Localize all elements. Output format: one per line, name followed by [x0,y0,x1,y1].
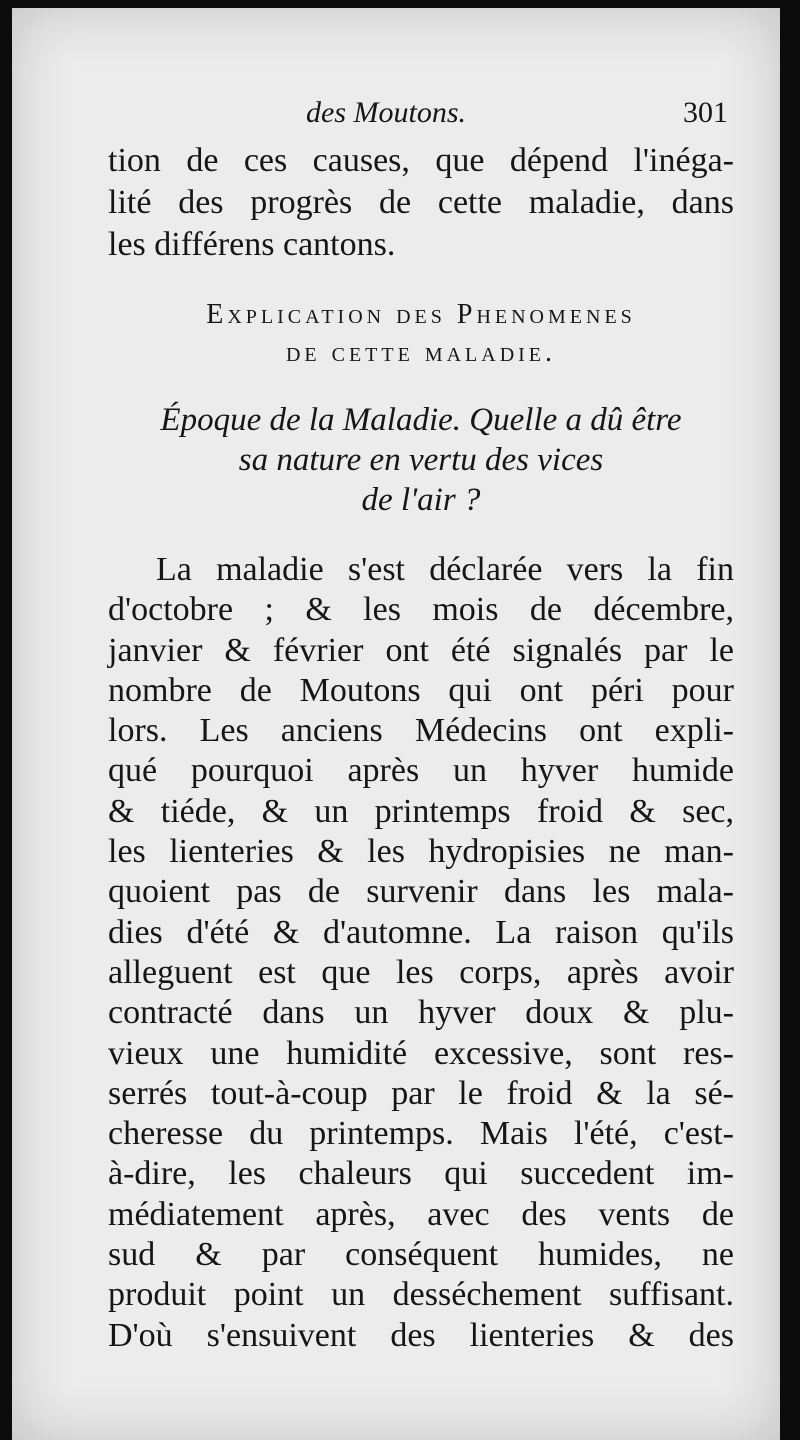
heading-line: de cette maladie. [285,337,557,368]
text-line: serrés tout-à-coup par le froid & la sé- [108,1074,734,1112]
book-page [12,8,780,1440]
page-text [108,96,734,1356]
opening-paragraph [108,140,734,266]
text-line: contracté dans un hyver doux & plu- [108,994,734,1032]
page-number: 301 [683,96,728,129]
text-line: médiatement après, avec des vents de [108,1195,734,1233]
text-line: alleguent est que les corps, après avoir [108,953,734,991]
text-line: produit point un desséchement suffisant. [108,1276,734,1314]
text-line: lors. Les anciens Médecins ont expli- [108,712,734,750]
text-line: dies d'été & d'automne. La raison qu'ils [108,913,734,951]
text-line: & tiéde, & un printemps froid & sec, [108,792,734,830]
text-line: les lienteries & les hydropisies ne man- [108,833,734,871]
text-line: quoient pas de survenir dans les mala- [108,873,734,911]
text-line: tion de ces causes, que dépend l'inéga- [108,142,734,179]
text-line: d'octobre ; & les mois de décembre, [108,591,734,629]
heading-line: Explication des Phenomenes [206,299,636,330]
page-header [108,96,734,140]
subheading-line: sa nature en vertu des vices [238,442,604,478]
subheading-line: Époque de la Maladie. Quelle a dû être [160,402,682,438]
text-line: nombre de Moutons qui ont péri pour [108,671,734,709]
text-line: lité des progrès de cette maladie, dans [108,184,734,221]
text-line: La maladie s'est déclarée vers la fin [156,551,734,588]
running-head: des Moutons. [306,96,466,129]
text-line: les différens cantons. [108,226,396,263]
subheading-line: de l'air ? [361,482,481,518]
section-heading [108,296,734,372]
text-line: D'où s'ensuivent des lienteries & des [108,1316,734,1354]
text-line: sud & par conséquent humides, ne [108,1236,734,1274]
text-line: janvier & février ont été signalés par le [108,631,734,669]
text-line: à-dire, les chaleurs qui succedent im- [108,1155,734,1193]
section-subheading [108,400,734,520]
text-line: qué pourquoi après un hyver humide [108,752,734,790]
body-paragraph [108,550,734,1356]
text-line: vieux une humidité excessive, sont res- [108,1034,734,1072]
text-line: cheresse du printemps. Mais l'été, c'est- [108,1115,734,1153]
